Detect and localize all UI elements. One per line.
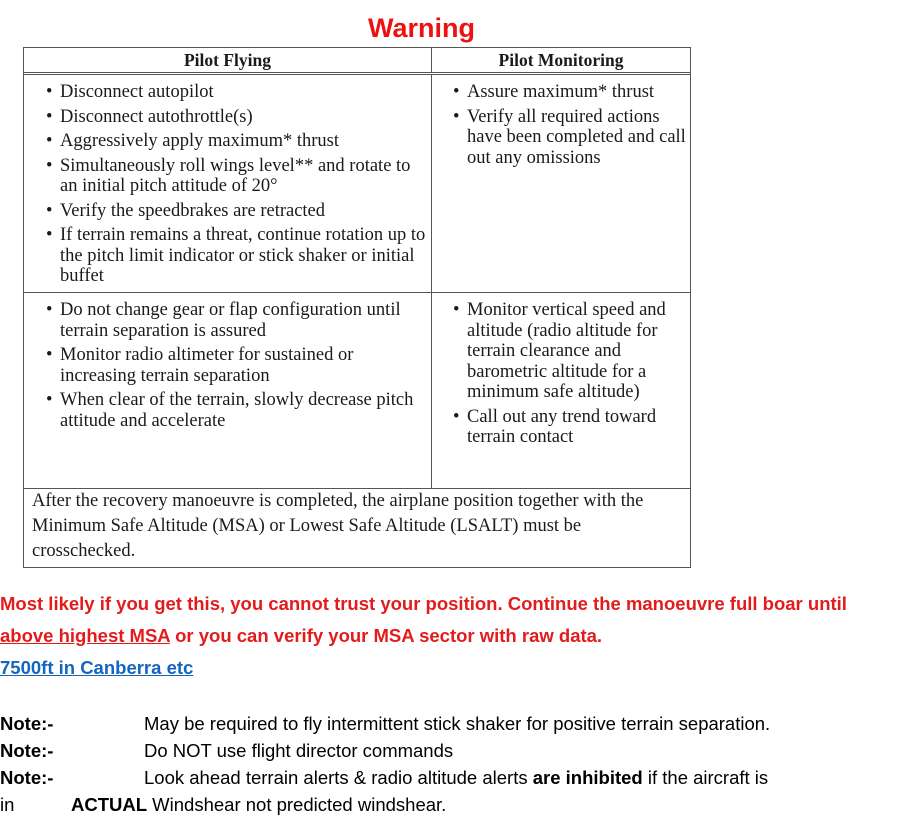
note-continuation-bold: ACTUAL [71, 794, 148, 815]
list-item: • Monitor vertical speed and altitude (radio altitude for terrain clearance and barometric altitude for a minimum safe altitude) [432, 300, 690, 403]
table-footer-note: After the recovery manoeuvre is completed, the airplane position together with the Minimum Safe Altitude (MSA) or Lowest Safe Altitude (LSALT) must be crosschecked. [32, 491, 644, 561]
pilot-monitoring-list-1 [432, 75, 690, 168]
header-pilot-monitoring: Pilot Monitoring [498, 50, 624, 70]
list-item: • Call out any trend toward terrain contact [432, 407, 690, 448]
warning-title: Warning [368, 13, 475, 43]
list-item: • Verify all required actions have been completed and call out any omissions [432, 107, 690, 169]
list-item: • Verify the speedbrakes are retracted [24, 201, 431, 222]
table-row-section-2 [24, 293, 690, 489]
note-text: Do NOT use flight director commands [144, 740, 454, 761]
header-pilot-flying: Pilot Flying [24, 48, 432, 72]
caution-text-part-1: Most likely if you get this, you cannot trust your position. Continue the manoeuvre full boar until [0, 593, 847, 614]
note-label: Note:- [0, 740, 54, 761]
note-continuation-rest: Windshear not predicted windshear. [147, 794, 447, 815]
pilot-monitoring-cell-1 [432, 75, 690, 292]
procedure-table [23, 47, 691, 568]
canberra-msa-link[interactable]: 7500ft in Canberra etc [0, 657, 194, 678]
list-item: • Disconnect autothrottle(s) [24, 107, 431, 128]
list-item: • Monitor radio altimeter for sustained or increasing terrain separation [24, 345, 431, 386]
note-line-1 [0, 710, 900, 737]
note-label: Note:- [0, 767, 54, 788]
table-header-row [24, 48, 690, 75]
pilot-flying-list-2 [24, 293, 431, 431]
list-item: • Disconnect autopilot [24, 82, 431, 103]
note-text-bold: are inhibited [532, 767, 643, 788]
note-continuation-text [71, 791, 446, 818]
list-item: • Do not change gear or flap configuration until terrain separation is assured [24, 300, 431, 341]
note-text-after: if the aircraft is [642, 767, 769, 788]
table-row-section-1 [24, 75, 690, 293]
list-item: • Assure maximum* thrust [432, 82, 690, 103]
note-line-3 [0, 764, 900, 791]
list-item: • Simultaneously roll wings level** and rotate to an initial pitch attitude of 20° [24, 156, 431, 197]
notes-section [0, 710, 900, 818]
caution-underlined-text: above highest MSA [0, 625, 170, 646]
caution-paragraph [0, 588, 900, 684]
list-item: • When clear of the terrain, slowly decrease pitch attitude and accelerate [24, 390, 431, 431]
note-text-compound [144, 764, 768, 791]
list-item: • If terrain remains a threat, continue rotation up to the pitch limit indicator or stick shaker or initial buffet [24, 225, 431, 287]
note-label: Note:- [0, 713, 54, 734]
pilot-flying-list-1 [24, 75, 431, 287]
pilot-monitoring-cell-2 [432, 293, 690, 488]
caution-text-part-2: or you can verify your MSA sector with raw data. [169, 625, 603, 646]
note-line-2 [0, 737, 900, 764]
list-item: • Aggressively apply maximum* thrust [24, 131, 431, 152]
pilot-monitoring-list-2 [432, 293, 690, 448]
note-continuation-prefix: in [0, 794, 15, 815]
pilot-flying-cell-1 [24, 75, 432, 292]
note-line-4 [0, 791, 900, 818]
note-text-before: Look ahead terrain alerts & radio altitude alerts [144, 767, 533, 788]
pilot-flying-cell-2 [24, 293, 432, 488]
note-text: May be required to fly intermittent stick shaker for positive terrain separation. [144, 713, 771, 734]
